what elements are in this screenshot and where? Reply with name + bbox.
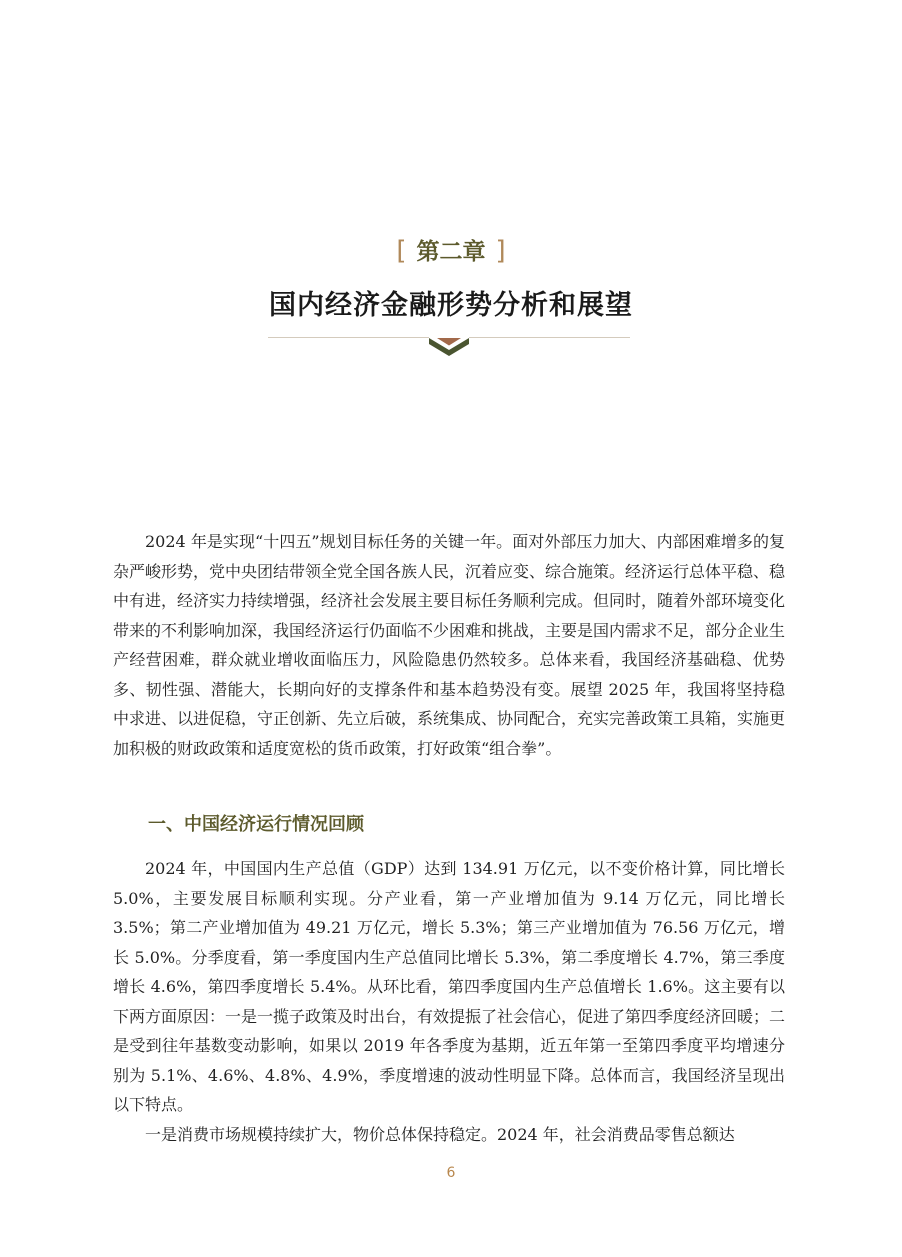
- section-body: [113, 854, 785, 1149]
- chapter-number: 第二章: [416, 239, 486, 265]
- bracket-open: [: [396, 236, 407, 266]
- section-heading: 一、中国经济运行情况回顾: [148, 814, 364, 835]
- page-number: 6: [446, 1165, 456, 1181]
- intro-paragraph-text: 2024 年是实现“十四五”规划目标任务的关键一年。面对外部压力加大、内部困难增多的复杂严峻形势，党中央团结带领全党全国各族人民，沉着应变、综合施策。经济运行总体平稳、稳中有进，经济实力持续增强，经济社会发展主要目标任务顺利完成。但同时，随着外部环境变化带来的不利影响加深，我国经济运行仍面临不少困难和挑战，主要是国内需求不足，部分企业生产经营困难，群众就业增收面临压力，风险隐患仍然较多。总体来看，我国经济基础稳、优势多、韧性强、潜能大，长期向好的支撑条件和基本趋势没有变。展望 2025 年，我国将坚持稳中求进、以进促稳，守正创新、先立后破，系统集成、协同配合，充实完善政策工具箱，实施更加积极的财政政策和适度宽松的货币政策，打好政策“组合拳”。: [113, 532, 786, 758]
- bracket-close: ]: [495, 236, 506, 266]
- section-paragraph: 2024 年，中国国内生产总值（GDP）达到 134.91 万亿元，以不变价格计算，同比增长 5.0%，主要发展目标顺利实现。分产业看，第一产业增加值为 9.14 万亿元，同比增长 3.5%；第二产业增加值为 49.21 万亿元，增长 5.3%；第三产业增加值为 76.56 万亿元，增长 5.0%。分季度看，第一季度国内生产总值同比增长 5.3%，第二季度增长 4.7%，第三季度增长 4.6%，第四季度增长 5.4%。从环比看，第四季度国内生产总值增长 1.6%。这主要有以下两方面原因：一是一揽子政策及时出台，有效提振了社会信心，促进了第四季度经济回暖；二是受到往年基数变动影响，如果以 2019 年各季度为基期，近五年第一至第四季度平均增速分别为 5.1%、4.6%、4.8%、4.9%，季度增速的波动性明显下降。总体而言，我国经济呈现出以下特点。: [113, 859, 786, 1114]
- intro-paragraph: [113, 527, 785, 763]
- section-paragraph: 一是消费市场规模持续扩大，物价总体保持稳定。2024 年，社会消费品零售总额达: [145, 1124, 735, 1144]
- chapter-label: [0, 234, 902, 269]
- chevron-ornament-icon: [429, 336, 469, 358]
- chapter-title: 国内经济金融形势分析和展望: [269, 290, 633, 321]
